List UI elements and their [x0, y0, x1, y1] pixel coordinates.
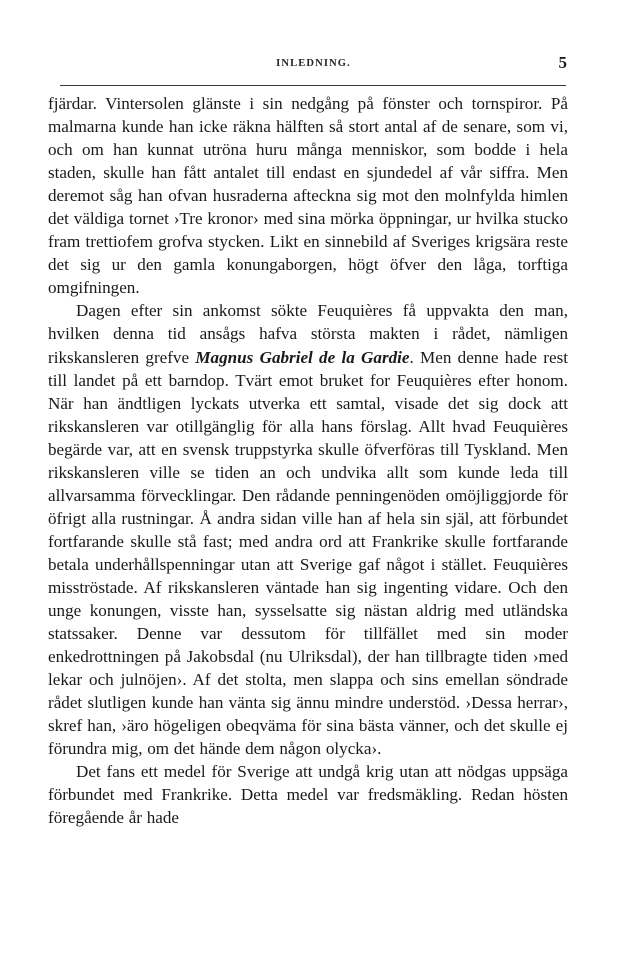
text-run: Det fans ett medel för Sverige att undgå krig utan att nödgas uppsäga förbundet med Frankrike. Detta medel var fredsmäkling. Redan hösten föregående år hade	[48, 762, 568, 828]
page-header	[60, 53, 567, 84]
paragraph	[48, 760, 568, 829]
page-number: 5	[558, 53, 567, 72]
page-header-inner	[60, 53, 567, 76]
text-run: . Men denne hade rest till landet på ett barndop. Tvärt emot bruket for Feuquières efter honom. När han ändtligen lyckats utverka ett samtal, visade det sig dock att rikskansleren var otillgänglig för alla hans förslag. Allt hvad Feuquières begärde var, att en svensk truppstyrka skulle öfverföras till Tyskland. Men rikskansleren ville se tiden an och undvika allt som kunde leda till allvarsamma förvecklingar. Den rådande penningenöden omöjliggjorde för öfrigt alla rustningar. Å andra sidan ville han af hela sin själ, att förbundet fortfarande skulle stå fast; med andra ord att Frankrike skulle fortfarande betala underhållspenningar utan att Sverige gaf något i stället. Feuquières misströstade. Af rikskansleren väntade han sig ingenting vidare. Och den unge konungen, visste han, sysselsatte sig nästan aldrig med utländska statssaker. Denne var dessutom för tillfället med sin moder enkedrottningen på Jakobsdal (nu Ulriksdal), der han tillbragte tiden ›med lekar och julnöjen›. Af det stolta, men slappa och sins emellan söndrade rådet slutligen kunde han vänta sig ännu mindre understöd. ›Dessa herrar›, skref han, ›äro högeligen obeqväma för sina bästa vänner, och det skulle ej förundra mig, om det hände dem någon olycka›.	[48, 347, 568, 759]
emphasised-name: Magnus Gabriel de la Gardie	[195, 347, 410, 367]
paragraph	[48, 92, 568, 299]
running-head: INLEDNING.	[276, 58, 351, 69]
header-rule-divider	[60, 85, 566, 86]
text-run: fjärdar. Vintersolen glänste i sin nedgång på fönster och tornspiror. På malmarna kunde han icke räkna hälften så stort antal af de senare, som vi, och om han kunnat utröna huru många menniskor, som bodde i hela staden, skulle han fått antalet till endast en sjundedel af vår siffra. Men deremot såg han ofvan husraderna afteckna sig mot den molnfylda himlen det väldiga tornet ›Tre kronor› med sina mörka öppningar, ur hvilka stucko fram trettiofem grofva stycken. Likt en sinnebild af Sveriges krigsära reste det sig ur den gamla konungaborgen, högt öfver den låga, torftiga omgifningen.	[48, 94, 568, 298]
body-text-block	[48, 92, 568, 830]
text-run: Dagen efter sin ankomst sökte Feuquières få uppvakta den man, hvilken denna tid ansågs hafva största makten i rådet, nämligen rikskansleren grefve	[48, 301, 568, 367]
paragraph	[48, 299, 568, 760]
